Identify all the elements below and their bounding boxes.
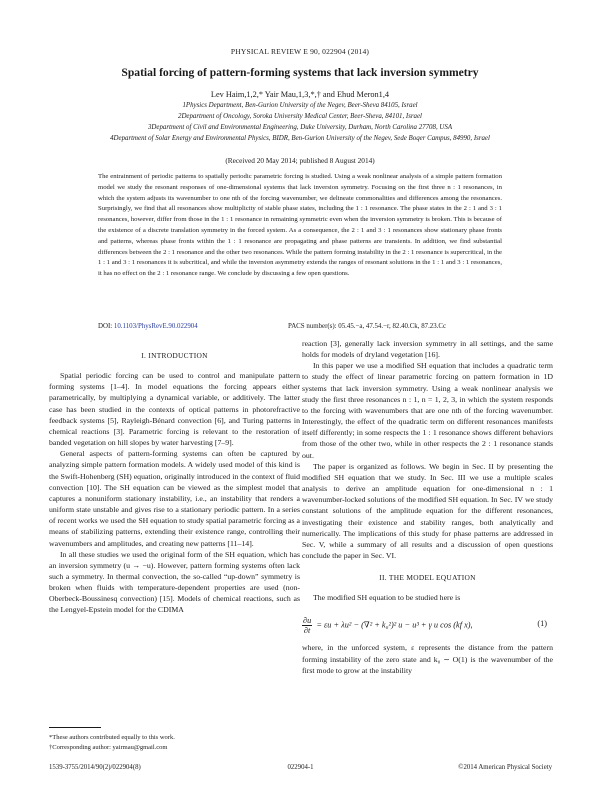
equation-rhs: = εu + λu² − (∇² + k₀²)² u − u³ + γ u cos (kf x), bbox=[316, 620, 473, 630]
affiliation-4: 4Department of Solar Energy and Environmental Physics, BIDR, Ben-Gurion University of the Negev, Sede Boqer Campus, 84990, Israel bbox=[110, 135, 490, 142]
section-heading-introduction: I. INTRODUCTION bbox=[141, 351, 208, 360]
footer-copyright: ©2014 American Physical Society bbox=[458, 764, 552, 771]
model-intro-sentence: The modified SH equation to be studied here is bbox=[313, 593, 461, 603]
doi bbox=[98, 323, 198, 330]
received-published-dates: (Received 20 May 2014; published 8 August 2014) bbox=[225, 156, 375, 165]
pacs-numbers: PACS number(s): 05.45.−a, 47.54.−r, 82.40.Ck, 87.23.Cc bbox=[288, 323, 447, 330]
footer-page-number: 022904-1 bbox=[287, 764, 314, 771]
footer-issn: 1539-3755/2014/90(2)/022904(8) bbox=[49, 764, 141, 771]
footnotes bbox=[49, 733, 300, 752]
model-after-text: where, in the unforced system, ε represents the distance from the pattern forming instability of the zero state and k₀ ∼ O(1) is the wavenumber of the first mode to grow at the instability bbox=[302, 643, 553, 675]
journal-header: PHYSICAL REVIEW E 90, 022904 (2014) bbox=[230, 47, 370, 56]
footnote-equal-contribution: *These authors contributed equally to this work. bbox=[49, 734, 175, 741]
abstract: The entrainment of periodic patterns to spatially periodic parametric forcing is studied. Using a weak nonlinear analysis of a simple pattern formation model we study the resonant responses of one-dimensional systems that lack inversion symmetry. Focusing on the first three n : 1 resonances, in which the system adjusts its wavenumber to one nth of the forcing wavenumber, we delineate commonalities and differences among the resonances. Surprisingly, we find that all resonances show multiplicity of stable phase states, including the 1 : 1 resonance. The phase states in the 2 : 1 and 3 : 1 resonances, however, differ from those in the 1 : 1 resonance in remaining symmetric even when the inversion symmetry is broken. This is because of the existence of a discrete translation symmetry in the forced system. As a consequence, the 2 : 1 and 3 : 1 resonances show stationary phase fronts and patterns, whereas phase fronts within the 1 : 1 resonance are propagating and phase patterns are transients. In addition, we find substantial differences between the 2 : 1 resonance and the other two resonances. While the pattern forming instability in the 2 : 1 resonance is supercritical, in the 1 : 1 and 3 : 1 resonances it is subcritical, and while the inversion asymmetry extends the ranges of resonant solutions in the 1 : 1 and 3 : 1 resonances, it has no effect on the 2 : 1 resonance range. We conclude by discussing a few open questions. bbox=[98, 173, 502, 278]
equation-body bbox=[302, 616, 473, 635]
intro-paragraph-2: General aspects of pattern-forming systems can often be captured by analyzing simple pattern formation models. A widely used model of this kind is the Swift-Hohenberg (SH) equation, originally introduced in the context of fluid convection [10]. The SH equation can be viewed as the simplest model that captures a nonuniform stationary instability, i.e., an instability that renders a uniform state unstable and gives rise to a stationary periodic pattern. In a series of recent works we used the SH equation to study spatial parametric forcing as a means of stabilizing patterns, extending their existence range, controlling their wavenumbers and amplitudes, and creating new patterns [11–14]. bbox=[49, 449, 300, 548]
intro-paragraph-5: The paper is organized as follows. We begin in Sec. II by presenting the modified SH equation that we study. In Sec. III we use a multiple scales analysis to derive an amplitude equation for one-dimensional n : 1 wavenumber-locked solutions of the modified SH equation. In Sec. IV we study constant solutions of the amplitude equation for the different resonances, investigating their existence and stability ranges, both analytically and numerically. The implications of this study for phase patterns are addressed in Sec. V, while a summary of all results and a discussion of open questions conclude the paper in Sec. VI. bbox=[302, 461, 553, 560]
intro-paragraph-4: In this paper we use a modified SH equation that includes a quadratic term to study the effect of linear parametric forcing on pattern formation in 1D systems that lack inversion symmetry. Using a weak nonlinear analysis we study the first three resonances n : 1, n = 1, 2, 3, in which the system responds to the forcing with wavenumbers that are one nth of the forcing wavenumber. Interestingly, the effect of the quadratic term on different resonances manifests itself differently; in some respects the 1 : 1 resonance shows different behaviors from those of the other two, while in other respects the 2 : 1 resonance stands out. bbox=[302, 361, 553, 460]
section-heading-model-equation: II. THE MODEL EQUATION bbox=[379, 573, 476, 583]
footnote-corresponding-author: †Corresponding author: yairmau@gmail.com bbox=[49, 743, 168, 751]
paper-title: Spatial forcing of pattern-forming systems that lack inversion symmetry bbox=[121, 66, 479, 79]
page-footer bbox=[49, 764, 552, 774]
equation-number: (1) bbox=[537, 619, 547, 629]
doi-link[interactable]: 10.1103/PhysRevE.90.022904 bbox=[113, 323, 198, 330]
intro-paragraph-3: In all these studies we used the original form of the SH equation, which has an inversion symmetry (u → −u). However, pattern forming systems often lack such a symmetry. In thermal convection, the so-called “up-down” symmetry is broken when fluids with temperature-dependent properties are used (non-Oberbeck-Boussinesq convection) [15]. Models of chemical reactions, such as the Lengyel-Epstein model for the CDIMA bbox=[49, 549, 300, 615]
author-list: Lev Haim,1,2,* Yair Mau,1,3,*,† and Ehud Meron1,4 bbox=[210, 90, 390, 99]
affiliation-2: 2Department of Oncology, Soroka University Medical Center, Beer-Sheva, 84101, Israel bbox=[178, 113, 422, 120]
affiliation-3: 3Department of Civil and Environmental Engineering, Duke University, Durham, North Carolina 27708, USA bbox=[147, 124, 453, 131]
intro-paragraph-3-continued: reaction [3], generally lack inversion symmetry in all settings, and the same holds for models of dryland vegetation [16]. bbox=[302, 339, 553, 360]
equation-1 bbox=[302, 610, 553, 636]
right-column bbox=[302, 338, 553, 676]
doi-pacs-line bbox=[98, 323, 502, 335]
equation-lhs-fraction bbox=[302, 616, 312, 635]
equation-lhs-numerator: ∂u bbox=[303, 616, 312, 626]
left-column bbox=[49, 348, 300, 616]
doi-label: DOI: bbox=[98, 323, 113, 330]
footnote-rule bbox=[49, 727, 101, 728]
equation-lhs-denominator: ∂t bbox=[303, 626, 311, 636]
affiliation-1: 1Physics Department, Ben-Gurion University of the Negev, Beer-Sheva 84105, Israel bbox=[182, 102, 418, 109]
intro-paragraph-1: Spatial periodic forcing can be used to control and manipulate pattern forming systems [1–4]. In model equations the forcing appears either parametrically, by multiplying a dynamical variable, or additively. The latter case has been studied in the contexts of optical patterns in photorefractive feedback systems [5], Rayleigh-Bénard convection [6], and Turing patterns in chemical reactions [3]. Parametric forcing is relevant to the restoration of banded vegetation on hill slopes by water harvesting [7–9]. bbox=[49, 371, 300, 448]
